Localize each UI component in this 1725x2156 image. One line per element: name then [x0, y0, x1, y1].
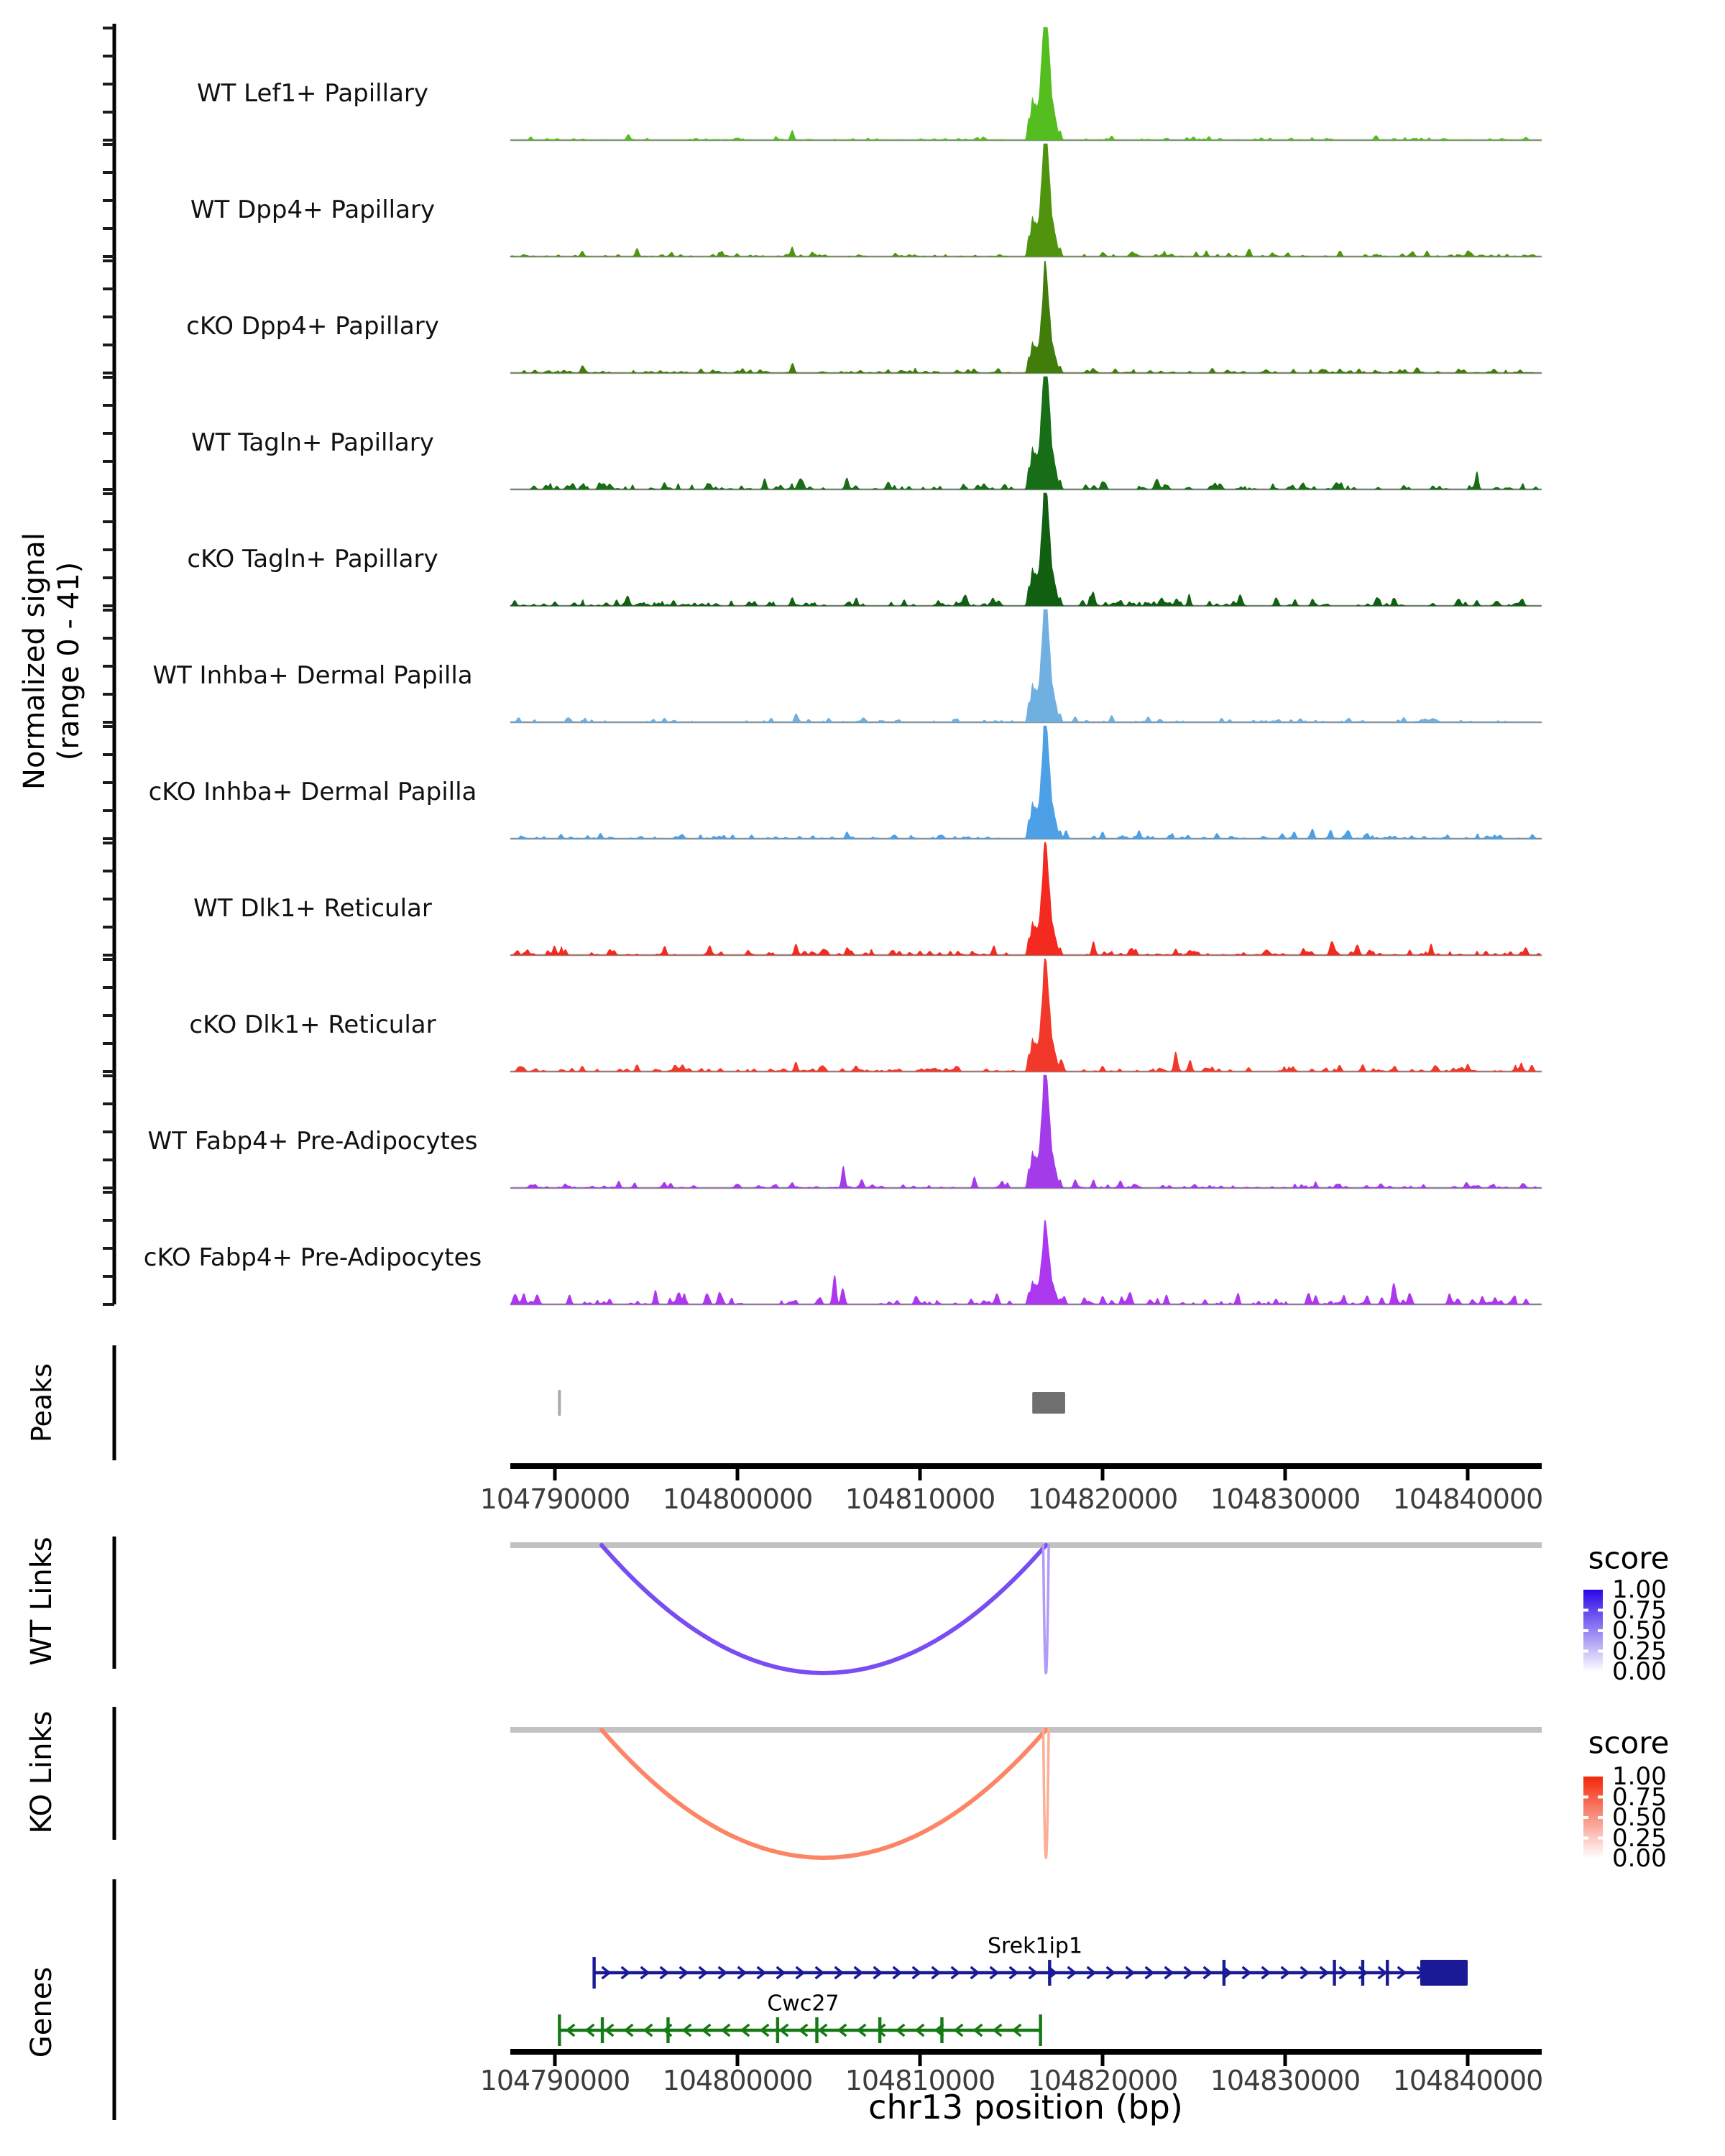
track-label-3: cKO Dpp4+ Papillary [186, 312, 439, 341]
score-legend-tick-1-3: 0.50 [1612, 1616, 1667, 1645]
genomic-axis-tick-label-5: 104830000 [1210, 2065, 1361, 2096]
signal-track-9 [510, 959, 1541, 1072]
signal-track-6 [510, 609, 1541, 722]
score-legend-tick-2-4: 0.25 [1612, 1823, 1667, 1853]
score-legend-tick-2-1: 1.00 [1612, 1762, 1667, 1791]
gene-exon-tick [940, 2017, 943, 2043]
genomic-axis-tick-label-1: 104790000 [479, 2065, 630, 2096]
gene-exon-tick [601, 2017, 604, 2043]
genomic-axis-tick-label-2: 104800000 [662, 1483, 813, 1515]
gene-name-Cwc27: Cwc27 [767, 1991, 840, 2017]
gene-exon-tick [592, 1957, 595, 1989]
gene-exon-tick [815, 2017, 818, 2043]
link-arc-1-2 [1043, 1545, 1049, 1673]
gene-exon-tick [1039, 2014, 1041, 2046]
signal-axis-label [17, 533, 86, 790]
ko-links-panel-label: KO Links [25, 1710, 58, 1834]
score-legend-tick-2-3: 0.50 [1612, 1803, 1667, 1832]
score-legend-tick-1-2: 0.75 [1612, 1595, 1667, 1625]
links-baseline-bar [510, 1727, 1542, 1733]
genomic-axis-tick-label-1: 104790000 [479, 1483, 630, 1515]
link-arc-2-1 [602, 1730, 1046, 1858]
score-legend-tick-2-2: 0.75 [1612, 1782, 1667, 1812]
link-arc-1-1 [602, 1545, 1046, 1673]
link-arc-2-2 [1043, 1730, 1049, 1858]
genomic-axis-tick-label-3: 104810000 [845, 2065, 995, 2096]
links-baseline-bar [510, 1542, 1542, 1548]
genes-panel-label: Genes [25, 1966, 58, 2058]
signal-track-4 [510, 377, 1541, 489]
genomic-axis-tick-label-2: 104800000 [662, 2065, 813, 2096]
gene-exon-tick [776, 2017, 779, 2043]
score-legend-tick-1-4: 0.25 [1612, 1636, 1667, 1666]
score-legend-tick-1-5: 0.00 [1612, 1657, 1667, 1686]
track-label-4: WT Tagln+ Papillary [191, 428, 434, 457]
gene-exon-tick [1333, 1960, 1335, 1986]
genomic-axis-tick-label-6: 104840000 [1392, 1483, 1543, 1515]
peak-interval-2 [1032, 1392, 1065, 1414]
peaks-panel-label: Peaks [26, 1363, 58, 1443]
signal-axis-label-line1: Normalized signal [18, 533, 51, 790]
signal-track-2 [510, 144, 1541, 257]
track-label-11: cKO Fabp4+ Pre-Adipocytes [143, 1243, 482, 1272]
genomic-axis-tick-label-4: 104820000 [1027, 2065, 1178, 2096]
ko-score-legend-title: score [1588, 1725, 1670, 1761]
signal-track-1 [510, 27, 1541, 140]
signal-axis-label-line2: (range 0 - 41) [52, 561, 86, 761]
signal-track-10 [510, 1075, 1541, 1188]
track-label-5: cKO Tagln+ Papillary [187, 545, 438, 573]
gene-exon-tick [558, 2014, 561, 2046]
gene-exon-tick [1223, 1960, 1225, 1986]
wt-links-panel-label: WT Links [25, 1537, 58, 1666]
gene-exon-tick [1361, 1960, 1364, 1986]
gene-name-Srek1ip1: Srek1ip1 [987, 1933, 1083, 1959]
track-label-1: WT Lef1+ Papillary [196, 79, 429, 108]
signal-track-7 [510, 726, 1541, 839]
gene-exon-tick [878, 2017, 881, 2043]
track-label-2: WT Dpp4+ Papillary [190, 195, 436, 224]
signal-track-8 [510, 842, 1541, 955]
track-label-8: WT Dlk1+ Reticular [193, 894, 432, 923]
signal-track-3 [510, 262, 1541, 374]
genomic-axis-tick-label-4: 104820000 [1027, 1483, 1178, 1515]
gene-exon-tick [1386, 1960, 1389, 1986]
wt-score-legend-title: score [1588, 1540, 1670, 1576]
track-label-9: cKO Dlk1+ Reticular [189, 1010, 436, 1039]
peak-interval-1 [558, 1390, 561, 1416]
genomic-axis-tick-label-3: 104810000 [845, 1483, 995, 1515]
genomic-axis-tick-label-6: 104840000 [1392, 2065, 1543, 2096]
track-label-7: cKO Inhba+ Dermal Papilla [148, 778, 477, 806]
genomic-axis-tick-label-5: 104830000 [1210, 1483, 1361, 1515]
signal-track-11 [510, 1220, 1541, 1304]
x-axis-title: chr13 position (bp) [868, 2088, 1183, 2127]
signal-track-5 [510, 493, 1541, 606]
score-legend-tick-1-1: 1.00 [1612, 1575, 1667, 1604]
score-legend-tick-2-5: 0.00 [1612, 1844, 1667, 1873]
gene-exon-tick [1048, 1960, 1051, 1986]
gene-terminal-exon-Srek1ip1 [1420, 1960, 1468, 1986]
gene-exon-tick [666, 2017, 669, 2043]
track-label-10: WT Fabp4+ Pre-Adipocytes [147, 1127, 478, 1156]
track-label-6: WT Inhba+ Dermal Papilla [152, 661, 473, 690]
